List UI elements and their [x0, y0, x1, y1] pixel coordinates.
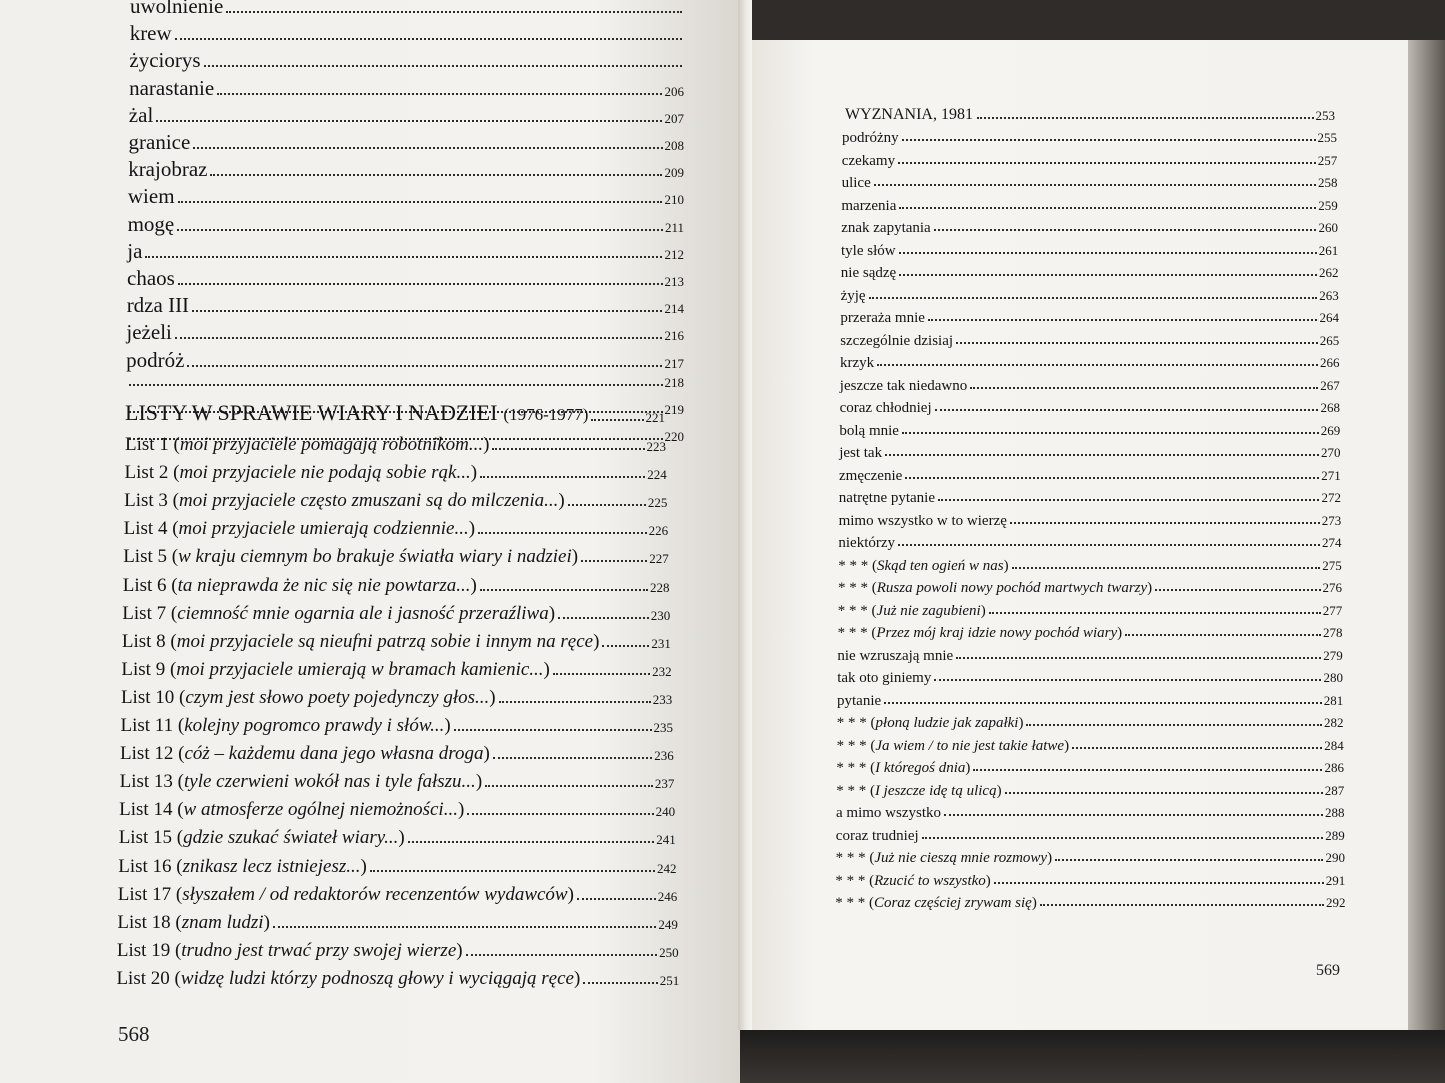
- toc-entry-title: coraz trudniej: [835, 827, 919, 844]
- toc-entry-page: 230: [650, 607, 671, 623]
- toc-entry: [838, 625, 1343, 642]
- dot-leader: [899, 274, 1317, 276]
- dot-leader: [558, 617, 649, 619]
- toc-entry-page: 271: [1321, 467, 1341, 483]
- toc-entry-title: czekamy: [841, 152, 896, 169]
- toc-entry-page: 278: [1322, 625, 1343, 640]
- toc-entry-title: życiorys: [129, 48, 201, 73]
- toc-entry-title: rdza III: [126, 293, 190, 318]
- toc-entry-title: podróżny: [842, 130, 899, 146]
- toc-entry-title: ulice: [841, 175, 871, 191]
- toc-entry: [841, 288, 1339, 305]
- toc-entry-title: szczególnie dzisiaj: [840, 332, 954, 349]
- toc-entry: [836, 828, 1345, 845]
- toc-entry: [839, 423, 1340, 440]
- toc-entry: [838, 580, 1342, 597]
- dot-leader: [977, 117, 1314, 119]
- toc-entry-title: * * * (Rzucić to wszystko): [835, 872, 991, 889]
- toc-entry-page: 259: [1318, 197, 1338, 213]
- toc-entry-title: natrętne pytanie: [838, 490, 936, 506]
- dot-leader: [370, 870, 655, 872]
- toc-entry-title: List 16 (znikasz lecz istniejesz...): [118, 855, 367, 877]
- toc-entry: [123, 546, 669, 568]
- dot-leader: [577, 898, 656, 900]
- toc-entry: [842, 153, 1337, 170]
- toc-entry-page: 226: [648, 523, 669, 539]
- toc-entry: [126, 375, 684, 392]
- toc-entry-page: 231: [651, 635, 671, 651]
- toc-entry: [118, 884, 677, 906]
- dot-leader: [408, 841, 655, 843]
- toc-entry-page: 280: [1323, 670, 1343, 685]
- toc-entry-page: 260: [1318, 220, 1338, 235]
- toc-entry: [116, 968, 679, 990]
- dot-leader: [899, 252, 1317, 254]
- dot-leader: [989, 612, 1321, 614]
- toc-entry: [841, 243, 1338, 260]
- toc-entry-page: 269: [1320, 422, 1341, 438]
- toc-entry-title: List 17 (słyszałem / od redaktorów recenzentów wydawców): [117, 883, 574, 905]
- toc-entry-title: List 9 (moi przyjaciele umierają w bramach kamienic...): [121, 658, 550, 680]
- toc-entry-page: 211: [664, 219, 684, 235]
- toc-entry-page: 242: [657, 860, 677, 876]
- toc-entry: [125, 434, 666, 456]
- toc-entry: [837, 693, 1343, 710]
- toc-entry: [121, 687, 672, 709]
- toc-entry: [841, 220, 1338, 237]
- dot-leader: [944, 814, 1323, 816]
- dot-leader: [970, 387, 1318, 389]
- toc-entry-title: * * * (Ja wiem / to nie jest takie łatwe): [836, 737, 1070, 754]
- dot-leader: [178, 283, 663, 285]
- toc-entry-page: 284: [1324, 737, 1344, 753]
- toc-entry-page: 276: [1322, 580, 1342, 595]
- section-heading-wyznania: [845, 106, 1335, 124]
- dot-leader: [581, 560, 647, 562]
- toc-entry: [122, 631, 671, 653]
- toc-entry-title: List 1 (moi przyjaciele pomagają robotnikom...): [125, 434, 490, 455]
- toc-entry: [842, 130, 1337, 147]
- toc-entry-title: * * * (płoną ludzie jak zapałki): [836, 715, 1024, 731]
- toc-entry-page: 216: [664, 328, 684, 344]
- toc-entry-title: krzyk: [840, 355, 875, 371]
- toc-entry-page: 287: [1324, 782, 1345, 798]
- toc-entry: [836, 760, 1344, 777]
- toc-entry-page: 261: [1318, 242, 1339, 258]
- toc-entry-page: 255: [1317, 130, 1337, 145]
- toc-entry-page: 258: [1317, 175, 1338, 190]
- toc-entry: [840, 378, 1340, 395]
- toc-entry: [121, 715, 674, 737]
- dot-leader: [480, 476, 645, 478]
- toc-entry: [838, 535, 1341, 552]
- toc-entry-page: 257: [1317, 152, 1338, 168]
- dot-leader: [885, 454, 1319, 456]
- dot-leader: [956, 657, 1321, 659]
- toc-entry: [837, 648, 1342, 665]
- toc-entry-title: * * * (Rusza powoli nowy pochód martwych twarzy): [838, 580, 1153, 596]
- dot-leader: [1010, 522, 1320, 524]
- toc-entry: [117, 912, 678, 934]
- toc-entry: [836, 850, 1345, 867]
- toc-entry-title: przeraża mnie: [840, 310, 925, 326]
- toc-entry-title: mimo wszystko w to wierzę: [838, 512, 1007, 529]
- dot-leader: [553, 673, 650, 675]
- toc-entry-page: 250: [659, 944, 679, 960]
- toc-entry-page: 291: [1325, 872, 1346, 888]
- section-heading-page: 221: [645, 410, 665, 425]
- dot-leader: [187, 365, 662, 367]
- dot-leader: [499, 701, 651, 703]
- toc-entry: [126, 320, 684, 345]
- toc-entry-page: 235: [653, 720, 673, 735]
- toc-entry-page: 240: [655, 804, 676, 820]
- toc-entry-page: 251: [659, 972, 680, 988]
- dot-leader: [583, 982, 657, 984]
- toc-entry-title: List 14 (w atmosferze ogólnej niemożności...): [119, 799, 465, 821]
- folio-right: 569: [1316, 962, 1340, 979]
- toc-entry-page: 212: [664, 246, 684, 262]
- toc-entry-title: wiem: [127, 184, 175, 209]
- toc-entry-page: 232: [652, 663, 672, 679]
- toc-entry: [841, 198, 1337, 215]
- dot-leader: [874, 184, 1316, 186]
- toc-entry: [121, 659, 671, 681]
- dot-leader: [1125, 634, 1321, 636]
- toc-entry: [124, 490, 667, 512]
- dot-leader: [129, 384, 663, 386]
- toc-entry-page: 288: [1325, 805, 1345, 820]
- toc-entry-title: a mimo wszystko: [836, 805, 941, 821]
- background-dark: [748, 0, 1445, 40]
- toc-entry: [122, 603, 670, 625]
- toc-entry-page: 279: [1323, 647, 1343, 663]
- dot-leader: [994, 882, 1324, 884]
- toc-entry-title: List 15 (gdzie szukać świateł wiary...): [118, 827, 405, 849]
- toc-entry-title: * * * (I któregoś dnia): [836, 760, 971, 776]
- dot-leader: [466, 954, 657, 956]
- toc-entry: [839, 445, 1340, 462]
- section-heading-title: LISTY W SPRAWIE WIARY I NADZIEI: [125, 400, 498, 425]
- toc-entry-page: 275: [1322, 557, 1342, 573]
- toc-entry-title: * * * (Skąd ten ogień w nas): [838, 557, 1009, 574]
- toc-entry: [120, 771, 675, 793]
- dot-leader: [1155, 589, 1320, 591]
- toc-entry-title: jeżeli: [126, 320, 172, 345]
- dot-leader: [898, 544, 1320, 546]
- book-edge: [1408, 40, 1445, 1030]
- dot-leader: [568, 504, 646, 506]
- toc-entry-page: 289: [1325, 827, 1345, 843]
- toc-entry-title: narastanie: [129, 75, 215, 100]
- toc-entry: [837, 670, 1343, 687]
- toc-entry-page: 265: [1319, 332, 1340, 348]
- toc-entry-page: 264: [1319, 310, 1339, 325]
- toc-entry-title: List 19 (trudno jest trwać przy swojej wierze): [116, 939, 463, 961]
- toc-entry: [841, 265, 1339, 282]
- toc-entry: [126, 348, 684, 373]
- dot-leader: [145, 256, 662, 258]
- toc-entry: [124, 518, 668, 540]
- toc-entry-title: * * * (Coraz częściej zrywam się): [835, 895, 1037, 911]
- toc-entry-title: mogę: [127, 211, 175, 236]
- dot-leader: [480, 589, 648, 591]
- toc-entry-title: List 3 (moi przyjaciele często zmuszani są do milczenia...): [124, 490, 565, 512]
- dot-leader: [902, 432, 1319, 434]
- toc-entry: [128, 157, 684, 182]
- toc-entry-title: List 7 (ciemność mnie ogarnia ale i jasność przeraźliwa): [122, 602, 556, 624]
- toc-entry: [840, 355, 1340, 372]
- dot-leader: [175, 38, 682, 40]
- dot-leader: [973, 769, 1322, 771]
- toc-entry: [838, 603, 1342, 620]
- folio-left: 568: [118, 1022, 150, 1046]
- toc-entry-page: 277: [1322, 602, 1343, 618]
- toc-entry-title: coraz chłodniej: [839, 400, 932, 416]
- toc-entry: [129, 103, 684, 128]
- dot-leader: [591, 419, 643, 421]
- toc-entry-title: List 8 (moi przyjaciele są nieufni patrzą sobie i innym na ręce): [121, 630, 600, 652]
- toc-entry-page: 209: [664, 165, 684, 181]
- toc-entry-title: uwolnienie: [130, 0, 224, 18]
- toc-entry: [128, 212, 684, 237]
- toc-entry-page: 292: [1325, 895, 1346, 910]
- toc-entry-page: 220: [664, 429, 684, 445]
- dot-leader: [1072, 747, 1322, 749]
- toc-entry-page: 274: [1321, 535, 1342, 550]
- toc-entry: [127, 293, 684, 318]
- toc-entry: [837, 715, 1344, 732]
- toc-entry-title: List 2 (moi przyjaciele nie podają sobie rąk...): [124, 462, 478, 484]
- toc-entry-page: 272: [1321, 490, 1341, 505]
- toc-entry: [836, 805, 1345, 822]
- toc-entry-page: 273: [1321, 512, 1342, 528]
- toc-entry-title: List 12 (cóż – każdemu dana jego własna droga): [120, 743, 490, 765]
- toc-entry-title: krajobraz: [128, 157, 208, 182]
- toc-entry-title: List 18 (znam ludzi): [117, 911, 270, 933]
- book-gutter: [738, 0, 752, 1030]
- toc-entry-title: List 6 (ta nieprawda że nic się nie powtarza...): [122, 574, 477, 596]
- dot-leader: [493, 757, 652, 759]
- toc-entry-page: 217: [664, 355, 684, 371]
- toc-entry-page: 213: [664, 274, 684, 289]
- dot-leader: [467, 813, 653, 815]
- toc-entry: [125, 462, 667, 484]
- toc-entry-title: żyję: [840, 287, 866, 304]
- dot-leader: [210, 174, 662, 176]
- toc-entry-page: 286: [1324, 760, 1344, 775]
- toc-entry: [119, 799, 675, 821]
- toc-entry: [128, 184, 684, 209]
- toc-entry-title: krew: [129, 21, 172, 46]
- dot-leader: [934, 679, 1321, 681]
- toc-entry-title: nie sądzę: [840, 265, 897, 281]
- toc-entry-page: 268: [1320, 400, 1340, 415]
- toc-entry: [120, 743, 674, 765]
- toc-entry: [840, 400, 1340, 417]
- dot-leader: [178, 201, 663, 203]
- section-heading-title: WYZNANIA, 1981: [845, 106, 973, 123]
- toc-entry-page: 218: [664, 374, 684, 390]
- toc-entry-title: jest tak: [839, 445, 883, 461]
- dot-leader: [928, 319, 1318, 321]
- dot-leader: [492, 448, 644, 450]
- dot-leader: [1005, 792, 1323, 794]
- toc-entry-title: List 20 (widzę ludzi którzy podnoszą głowy i wyciągają ręce): [116, 967, 581, 989]
- toc-entry-page: 236: [654, 748, 674, 764]
- toc-entry: [127, 239, 684, 264]
- toc-entry-title: jeszcze tak niedawno: [839, 377, 968, 394]
- toc-entry-title: zmęczenie: [839, 467, 903, 484]
- dot-leader: [204, 65, 682, 67]
- toc-entry-page: 224: [647, 467, 667, 483]
- toc-entry-page: 281: [1323, 692, 1344, 708]
- toc-entry: [127, 266, 684, 291]
- toc-entry-title: żal: [128, 102, 154, 127]
- dot-leader: [1012, 567, 1321, 569]
- toc-entry-title: * * * (Już nie zagubieni): [837, 602, 986, 619]
- dot-leader: [175, 337, 663, 339]
- toc-entry-title: nie wzruszają mnie: [837, 647, 954, 664]
- dot-leader: [938, 499, 1319, 501]
- dot-leader: [935, 409, 1319, 411]
- toc-entry: [129, 130, 685, 155]
- toc-entry-title: pytanie: [837, 692, 882, 709]
- toc-entry: [118, 856, 676, 878]
- toc-entry: [119, 827, 676, 849]
- toc-entry: [839, 490, 1341, 507]
- toc-entry: [130, 0, 684, 19]
- toc-entry-title: bolą mnie: [839, 422, 899, 439]
- toc-entry-page: 266: [1320, 355, 1340, 370]
- dot-leader: [177, 229, 663, 231]
- toc-entry-title: List 13 (tyle czerwieni wokół nas i tyle fałszu...): [119, 771, 483, 793]
- toc-entry-page: 228: [650, 579, 670, 595]
- toc-entry-page: 267: [1320, 377, 1340, 393]
- toc-entry: [840, 333, 1339, 350]
- toc-entry-title: List 5 (w kraju ciemnym bo brakuje światła wiary i nadziei): [123, 546, 579, 568]
- toc-entry: [130, 21, 684, 46]
- toc-entry: [838, 558, 1342, 575]
- toc-entry-title: List 4 (moi przyjaciele umierają codziennie...): [123, 518, 476, 540]
- toc-entry: [837, 738, 1344, 755]
- dot-leader: [905, 477, 1319, 479]
- dot-leader: [934, 229, 1317, 231]
- toc-entry-title: List 11 (kolejny pogromco prawdy i słów...): [120, 715, 451, 736]
- toc-entry-page: 223: [646, 439, 666, 454]
- dot-leader: [273, 926, 657, 928]
- toc-entry-page: 210: [664, 192, 684, 208]
- toc-entry: [117, 940, 679, 962]
- toc-entry-page: 206: [664, 83, 684, 99]
- toc-entry: [840, 310, 1339, 327]
- dot-leader: [192, 310, 662, 312]
- toc-entry-title: marzenia: [841, 197, 897, 214]
- toc-entry-title: granice: [128, 130, 191, 154]
- dot-leader: [1055, 859, 1323, 861]
- toc-entry-page: 207: [664, 110, 684, 126]
- toc-entry-page: 241: [656, 832, 676, 848]
- dot-leader: [898, 162, 1316, 164]
- section-heading-listy: [125, 400, 665, 426]
- toc-entry-page: 246: [657, 888, 678, 904]
- toc-entry-page: 249: [658, 916, 678, 932]
- dot-leader: [226, 11, 682, 13]
- toc-entry-title: * * * (I jeszcze idę tą ulicą): [836, 782, 1002, 799]
- toc-entry-title: * * * (Już nie cieszą mnie rozmowy): [835, 850, 1053, 866]
- toc-entry-title: chaos: [127, 266, 175, 290]
- toc-entry-page: 282: [1323, 715, 1344, 730]
- toc-entry-page: 290: [1325, 850, 1345, 865]
- dot-leader: [899, 207, 1316, 209]
- dot-leader: [922, 837, 1324, 839]
- toc-entry-page: 237: [654, 776, 675, 792]
- toc-entry-page: 270: [1320, 445, 1341, 460]
- dot-leader: [217, 93, 662, 95]
- dot-leader: [478, 532, 647, 534]
- toc-entry-page: 263: [1319, 287, 1339, 303]
- toc-entry-title: podróż: [126, 347, 185, 372]
- toc-entry: [842, 175, 1338, 192]
- dot-leader: [902, 139, 1316, 141]
- dot-leader: [454, 729, 652, 731]
- toc-entry-page: 219: [664, 402, 684, 417]
- toc-entry-page: 214: [664, 301, 684, 317]
- toc-entry: [835, 873, 1345, 890]
- toc-entry-page: 262: [1318, 265, 1339, 280]
- toc-entry-title: niektórzy: [838, 535, 896, 551]
- dot-leader: [877, 364, 1318, 366]
- toc-entry-title: ja: [127, 238, 143, 263]
- toc-entry: [839, 468, 1341, 485]
- toc-entry-title: List 10 (czym jest słowo poety pojedynczy głos...): [120, 686, 496, 708]
- section-heading-page: 253: [1315, 108, 1335, 123]
- dot-leader: [1026, 724, 1322, 726]
- dot-leader: [602, 645, 649, 647]
- dot-leader: [956, 342, 1318, 344]
- toc-entry-title: znak zapytania: [841, 220, 931, 236]
- dot-leader: [156, 120, 662, 122]
- dot-leader: [1040, 904, 1324, 906]
- dot-leader: [869, 297, 1318, 299]
- toc-entry-page: 233: [652, 691, 673, 707]
- toc-entry: [129, 48, 684, 73]
- dot-leader: [193, 147, 662, 149]
- toc-entry: [835, 895, 1345, 912]
- toc-entry-title: tak oto giniemy: [837, 670, 932, 686]
- table-shadow: [740, 1030, 1445, 1083]
- toc-entry: [839, 513, 1342, 530]
- dot-leader: [884, 702, 1322, 704]
- toc-entry-title: tyle słów: [841, 242, 896, 259]
- toc-entry: [123, 575, 670, 597]
- dot-leader: [485, 785, 653, 787]
- toc-entry-page: 225: [647, 495, 668, 511]
- toc-entry-title: * * * (Przez mój kraj idzie nowy pochód wiary): [837, 625, 1123, 641]
- toc-entry-page: 208: [664, 138, 684, 153]
- toc-entry: [129, 76, 684, 101]
- toc-entry: [836, 783, 1344, 800]
- toc-entry-page: 227: [649, 551, 669, 567]
- section-heading-years: (1976-1977): [503, 405, 589, 424]
